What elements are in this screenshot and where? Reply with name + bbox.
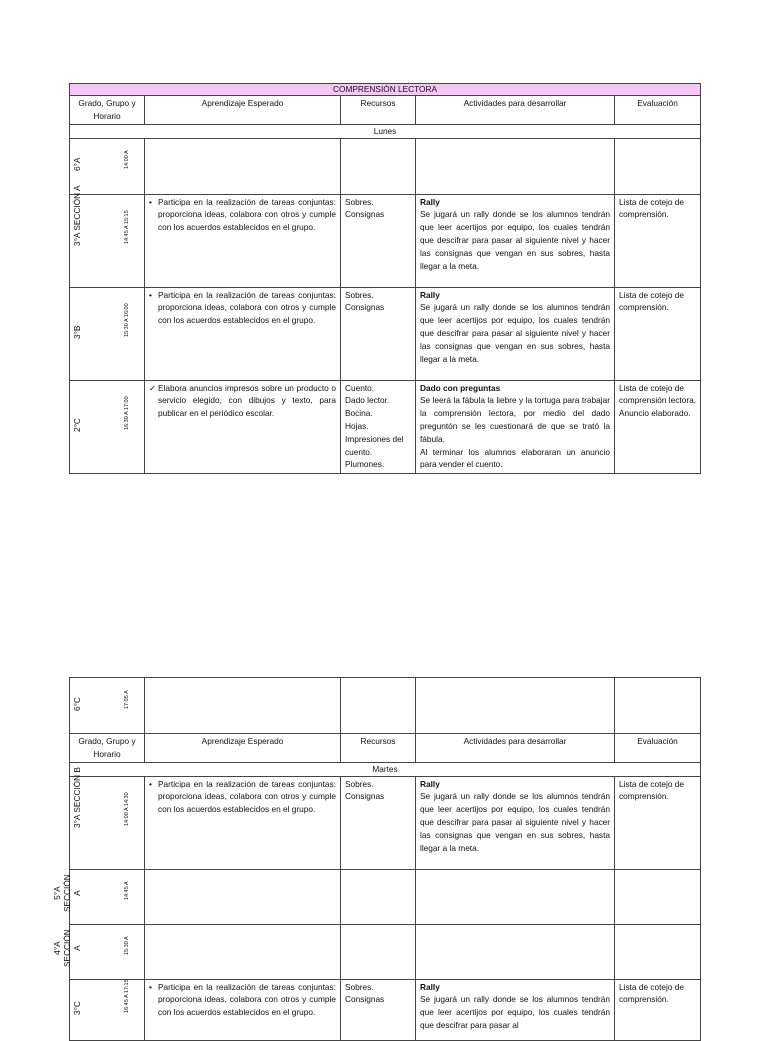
actividades-cell (416, 869, 615, 924)
time-label: 14:45 A 15:15 (124, 209, 130, 244)
actividades-cell (416, 138, 615, 194)
aprendizaje-cell (145, 924, 341, 979)
time-label: 16:45 A 17:15 (124, 978, 130, 1013)
table-row (70, 194, 701, 287)
grade-label: 6°C (72, 696, 82, 711)
checkmark-icon: ✓ (149, 382, 156, 393)
evaluacion-cell: Lista de cotejo de comprensión. (615, 979, 701, 1040)
activity-text: Se jugará un rally donde se los alumnos tendrán que leer acertijos por equipo, los cuales tendrán que descifrar para pasar al (420, 994, 610, 1030)
grade-label: 3°B (72, 325, 82, 339)
header-aprendizaje: Aprendizaje Esperado (145, 734, 341, 763)
grade-cell (70, 287, 145, 380)
aprendizaje-cell: • Participa en la realización de tareas conjuntas: proporciona ideas, colabora con otros y cumple con los acuerdos establecidos en el grupo. (145, 194, 341, 287)
grade-cell (70, 185, 145, 287)
aprendizaje-cell: • Participa en la realización de tareas conjuntas: proporciona ideas, colabora con otros y cumple con los acuerdos establecidos en el grupo. (145, 979, 341, 1040)
header-grado: Grado, Grupo y Horario (70, 96, 145, 125)
evaluacion-cell (615, 138, 701, 194)
table-title: COMPRENSIÓN LECTORA (70, 84, 701, 96)
evaluacion-cell: Lista de cotejo de comprensión. (615, 776, 701, 869)
activity-text: Se jugará un rally donde se los alumnos tendrán que leer acertijos por equipo, los cuales tendrán que descifrar para pasar al siguiente nivel y hacer las consignas que vengan en sus sobres, hasta llegar a la meta. (420, 302, 610, 364)
grade-cell (70, 766, 145, 869)
table-row (70, 979, 701, 1040)
day-row (70, 124, 701, 138)
grade-cell (70, 678, 145, 734)
table-row (70, 776, 701, 869)
table-row (70, 138, 701, 194)
header-aprendizaje: Aprendizaje Esperado (145, 96, 341, 125)
time-label: 14:00 A 14:30 (124, 791, 130, 826)
grade-label: 3°A SECCIÓN B (72, 766, 82, 828)
aprendizaje-cell: ✓ Elabora anuncios impresos sobre un producto o servicio elegido, con dibujos y texto, para publicar en el periódico escolar. (145, 380, 341, 473)
bullet-icon: • (149, 778, 152, 789)
bullet-icon: • (149, 981, 152, 992)
time-label: 14:45 A (124, 880, 130, 900)
activity-title: Dado con preguntas (420, 382, 501, 393)
recursos-cell: Cuento. Dado lector. Bocina. Hojas. Impresiones del cuento. Plumones. (341, 380, 416, 473)
grade-label: 3°C (72, 1000, 82, 1015)
grade-cell (52, 924, 145, 979)
lunes-table (69, 83, 701, 474)
table-title-row (70, 84, 701, 96)
activity-title: Rally (420, 981, 440, 992)
recursos-cell: Sobres. Consignas (341, 287, 416, 380)
bullet-icon: • (149, 289, 152, 300)
bullet-icon: • (149, 196, 152, 207)
activity-title: Rally (420, 778, 440, 789)
actividades-cell (416, 979, 615, 1040)
recursos-cell (341, 138, 416, 194)
evaluacion-cell: Lista de cotejo de comprensión. (615, 194, 701, 287)
actividades-cell (416, 776, 615, 869)
evaluacion-cell: Lista de cotejo de comprensión. (615, 287, 701, 380)
evaluacion-cell: Lista de cotejo de comprensión lectora. Anuncio elaborado. (615, 380, 701, 473)
activity-text: Se jugará un rally donde se los alumnos tendrán que leer acertijos por equipo, los cuales tendrán que descifrar para pasar al siguiente nivel y hacer las consignas que vengan en sus sobres, hasta llegar a la meta. (420, 791, 610, 853)
table-row (70, 924, 701, 979)
header-evaluacion: Evaluación (615, 734, 701, 763)
table-row (70, 869, 701, 924)
evaluacion-cell (615, 869, 701, 924)
time-label: 15:30 A (124, 935, 130, 955)
recursos-cell (341, 924, 416, 979)
actividades-cell (416, 924, 615, 979)
aprendizaje-cell: • Participa en la realización de tareas conjuntas: proporciona ideas, colabora con otros y cumple con los acuerdos establecidos en el grupo. (145, 776, 341, 869)
day-label: Lunes (70, 124, 701, 138)
header-recursos: Recursos (341, 734, 416, 763)
table-row (70, 287, 701, 380)
header-evaluacion: Evaluación (615, 96, 701, 125)
evaluacion-cell (615, 924, 701, 979)
activity-text: Se leerá la fábula la liebre y la tortuga para trabajar la comprensión lectora, por medio del dado preguntón se les cuestionará de que se trató la fábula. Al terminar los alumnos elaboraran un anuncio para vender el cuento. (420, 395, 610, 470)
aprendizaje-cell (145, 138, 341, 194)
aprendizaje-cell: • Participa en la realización de tareas conjuntas: proporciona ideas, colabora con otros y cumple con los acuerdos establecidos en el grupo. (145, 287, 341, 380)
grade-cell (70, 979, 145, 1040)
table-row (70, 678, 701, 734)
header-row (70, 734, 701, 763)
activity-title: Rally (420, 196, 440, 207)
grade-label: 4°A SECCIÓN A (52, 928, 82, 967)
day-row (70, 762, 701, 776)
header-recursos: Recursos (341, 96, 416, 125)
day-label: Martes (70, 762, 701, 776)
time-label: 17:05 A (124, 689, 130, 709)
header-actividades: Actividades para desarrollar (416, 96, 615, 125)
evaluacion-cell (615, 678, 701, 734)
activity-text: Se jugará un rally donde se los alumnos tendrán que leer acertijos por equipo, los cuales tendrán que descifrar para pasar al siguiente nivel y hacer las consignas que vengan en sus sobres, hasta llegar a la meta. (420, 209, 610, 271)
grade-cell (52, 869, 145, 924)
aprendizaje-cell (145, 678, 341, 734)
grade-label: 5°A SECCIÓN A (52, 873, 82, 912)
table-row (70, 380, 701, 473)
aprendizaje-cell (145, 869, 341, 924)
time-label: 14:00 A (124, 150, 130, 170)
recursos-cell: Sobres. Consignas (341, 776, 416, 869)
grade-cell (70, 380, 145, 473)
actividades-cell (416, 194, 615, 287)
header-actividades: Actividades para desarrollar (416, 734, 615, 763)
actividades-cell (416, 287, 615, 380)
header-grado: Grado, Grupo y Horario (70, 734, 145, 763)
activity-title: Rally (420, 289, 440, 300)
recursos-cell: Sobres. Consignas (341, 194, 416, 287)
grade-label: 3°A SECCIÓN A (72, 185, 82, 246)
recursos-cell (341, 678, 416, 734)
header-row (70, 96, 701, 125)
actividades-cell (416, 380, 615, 473)
time-label: 16:30 A 17:00 (124, 395, 130, 430)
grade-label: 2°C (72, 417, 82, 432)
time-label: 15:30 A 16:00 (124, 302, 130, 337)
martes-table (52, 677, 701, 1041)
recursos-cell: Sobres. Consignas (341, 979, 416, 1040)
recursos-cell (341, 869, 416, 924)
actividades-cell (416, 678, 615, 734)
grade-label: 6°A (72, 157, 82, 172)
